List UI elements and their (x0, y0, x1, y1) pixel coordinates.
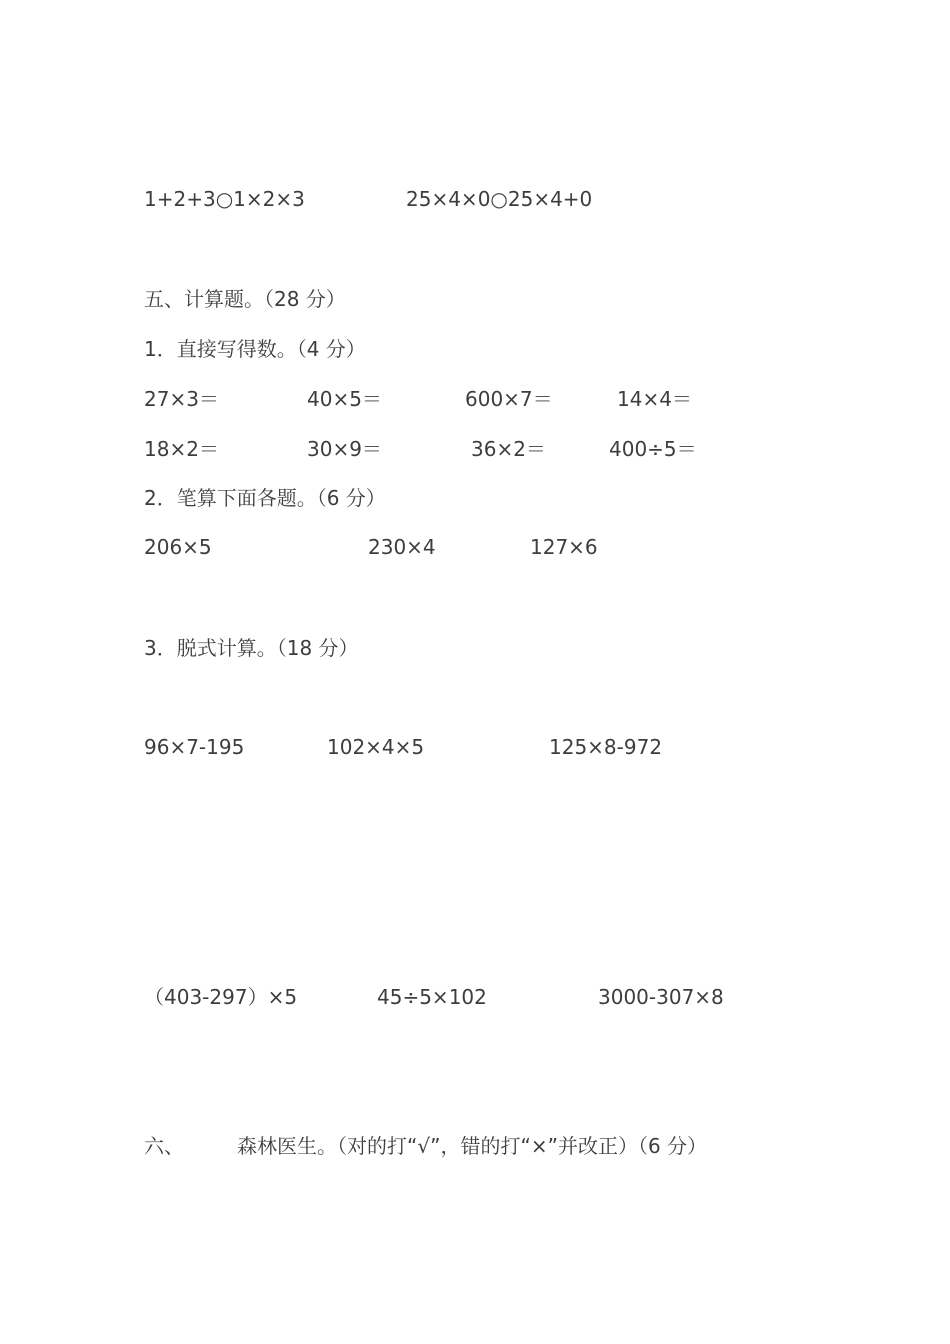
oral-calc-item: 40×5＝ (307, 387, 382, 411)
written-calc-item: 230×4 (368, 535, 436, 559)
oral-calc-item: 400÷5＝ (609, 437, 697, 461)
part-1-heading: 1．直接写得数。（4 分） (144, 337, 366, 361)
section-5-heading: 五、计算题。（28 分） (144, 287, 346, 311)
oral-calc-item: 600×7＝ (465, 387, 553, 411)
step-calc-item: 125×8-972 (549, 735, 663, 759)
section-6-heading: 森林医生。（对的打“√”，错的打“×”并改正）（6 分） (237, 1134, 708, 1158)
compare-item-2: 25×4×0○25×4+0 (406, 187, 593, 211)
oral-calc-item: 27×3＝ (144, 387, 219, 411)
part-2-heading: 2．笔算下面各题。（6 分） (144, 486, 386, 510)
written-calc-item: 127×6 (530, 535, 598, 559)
step-calc-item: 45÷5×102 (377, 985, 487, 1009)
oral-calc-item: 36×2＝ (471, 437, 546, 461)
written-calc-item: 206×5 (144, 535, 212, 559)
part-3-heading: 3．脱式计算。（18 分） (144, 636, 359, 660)
step-calc-item: （403-297）×5 (144, 985, 298, 1009)
oral-calc-item: 18×2＝ (144, 437, 219, 461)
compare-item-1: 1+2+3○1×2×3 (144, 187, 305, 211)
step-calc-item: 96×7-195 (144, 735, 245, 759)
oral-calc-item: 30×9＝ (307, 437, 382, 461)
section-6-number: 六、 (144, 1134, 184, 1158)
step-calc-item: 102×4×5 (327, 735, 425, 759)
step-calc-item: 3000-307×8 (598, 985, 724, 1009)
oral-calc-item: 14×4＝ (617, 387, 692, 411)
